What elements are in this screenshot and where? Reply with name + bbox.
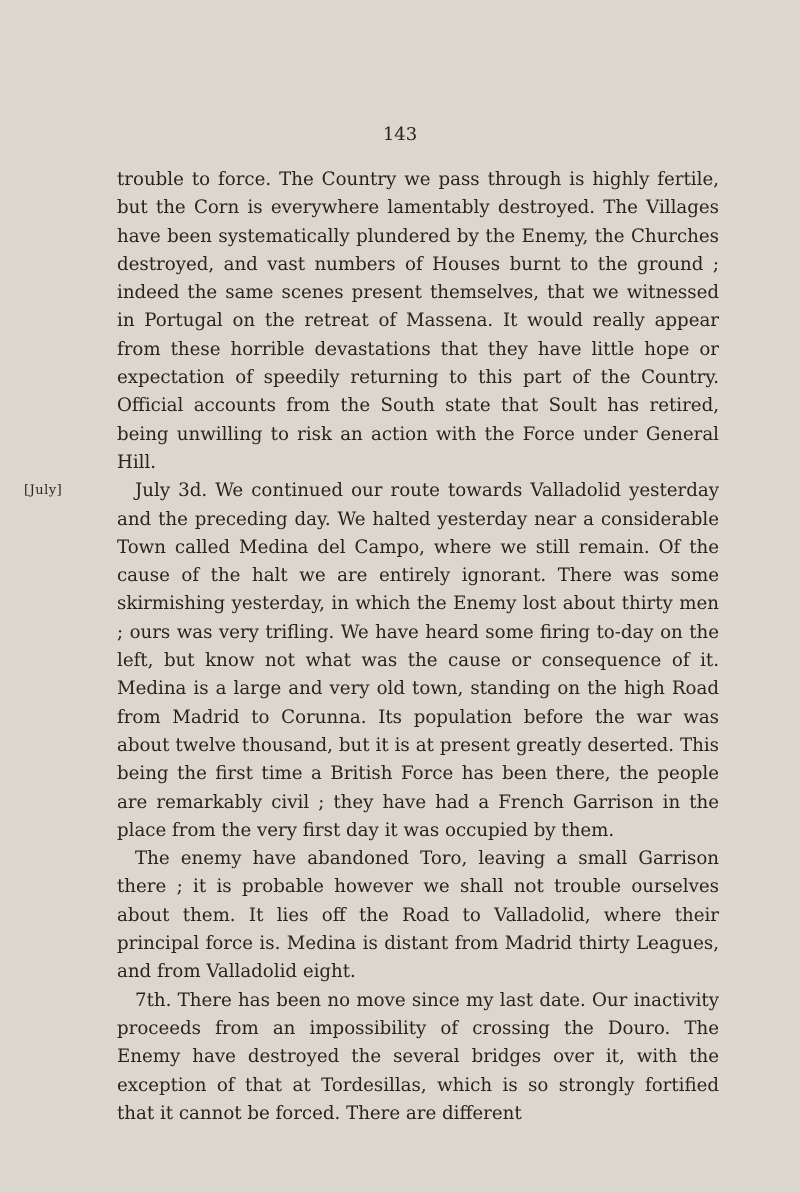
body-text: [24, 166, 719, 1128]
margin-note-july: [July]: [24, 483, 63, 499]
paragraph-3: The enemy have abandoned Toro, leaving a small Garrison there ; it is probable however we shall not trouble ourselves about them. It lies off the Road to Valladolid, where their principal force is. Medina is distant from Madrid thirty Leagues, and from Valladolid eight.: [117, 848, 719, 983]
page-number: 143: [382, 124, 418, 145]
paragraph-1: trouble to force. The Country we pass through is highly fertile, but the Corn is everywhere lamentably destroyed. The Villages have been systematically plundered by the Enemy, the Churches destroyed, and vast numbers of Houses burnt to the ground ; indeed the same scenes present themselves, that we witnessed in Portugal on the retreat of Massena. It would really appear from these horrible devastations that they have little hope or expectation of speedily returning to this part of the Country. Official accounts from the South state that Soult has retired, being unwilling to risk an action with the Force under General Hill.: [117, 169, 719, 473]
paragraph-2-wrapper: [24, 477, 719, 845]
paragraph-2: July 3d. We continued our route towards Valladolid yesterday and the preceding day. We halted yesterday near a considerable Town called Medina del Campo, where we still remain. Of the cause of the halt we are entirely ignorant. There was some skirmishing yesterday, in which the Enemy lost about thirty men ; ours was very trifling. We have heard some firing to-day on the left, but know not what was the cause or consequence of it. Medina is a large and very old town, standing on the high Road from Madrid to Corunna. Its population before the war was about twelve thousand, but it is at present greatly deserted. This being the first time a British Force has been there, the people are remarkably civil ; they have had a French Garrison in the place from the very first day it was occupied by them.: [117, 480, 719, 841]
paragraph-4: 7th. There has been no move since my last date. Our inactivity proceeds from an impossibility of crossing the Douro. The Enemy have destroyed the several bridges over it, with the exception of that at Tordesillas, which is so strongly fortified that it cannot be forced. There are different: [117, 989, 719, 1124]
